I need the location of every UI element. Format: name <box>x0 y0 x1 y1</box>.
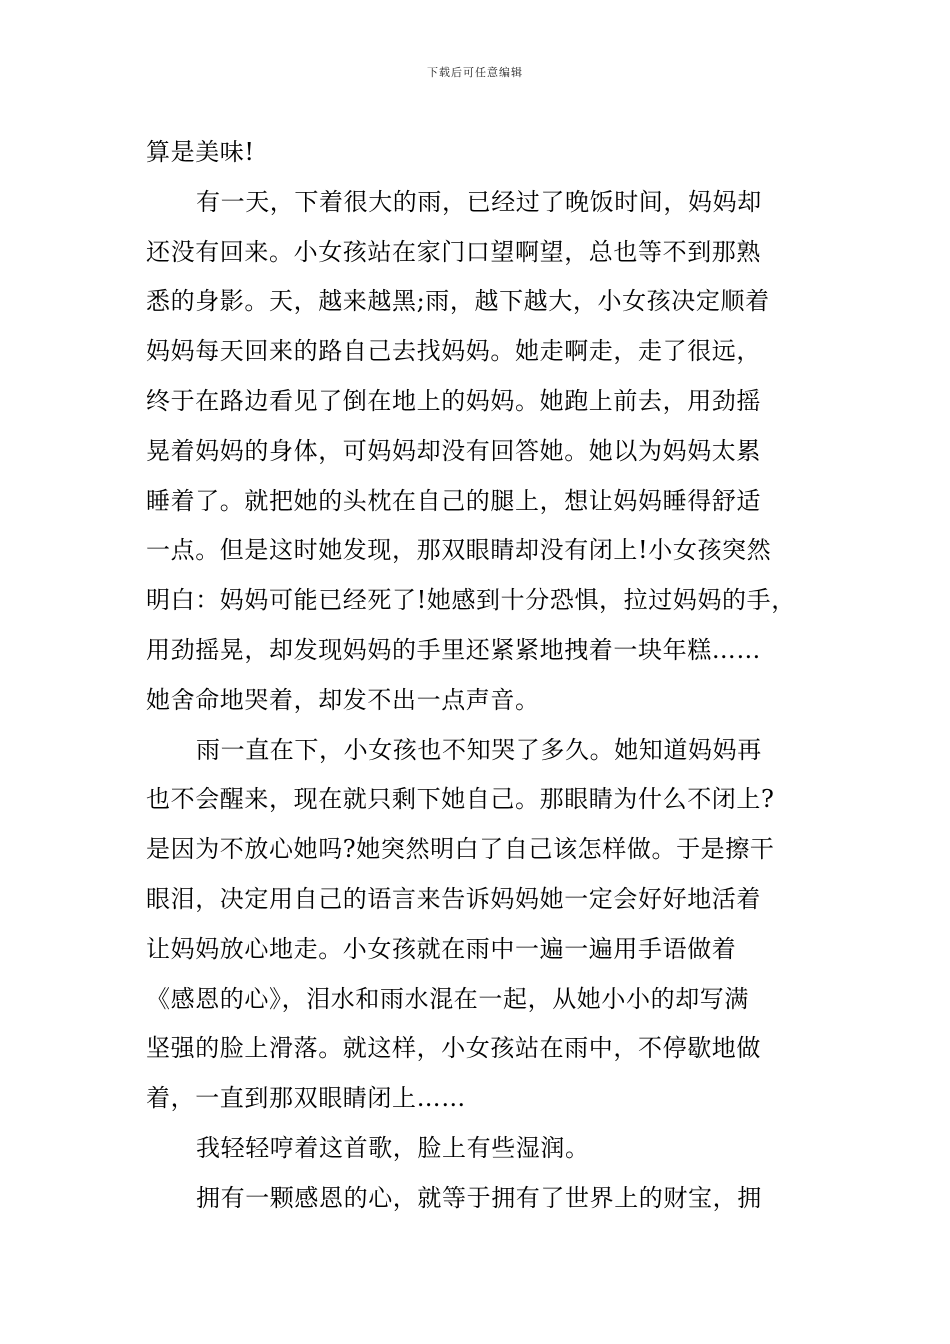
text-line: 睡着了。就把她的头枕在自己的腿上，想让妈妈睡得舒适 <box>146 486 761 515</box>
body-text <box>146 128 806 1224</box>
paragraph-start-line: 雨一直在下，小女孩也不知哭了多久。她知道妈妈再 <box>196 735 762 764</box>
text-line: 终于在路边看见了倒在地上的妈妈。她跑上前去，用劲摇 <box>146 386 761 415</box>
text-line: 让妈妈放心地走。小女孩就在雨中一遍一遍用手语做着 <box>146 934 737 963</box>
text-line: 着，一直到那双眼睛闭上…… <box>146 1084 466 1113</box>
text-line: 是因为不放心她吗?她突然明白了自己该怎样做。于是擦干 <box>146 835 775 864</box>
paragraph-start-line: 有一天，下着很大的雨，已经过了晚饭时间，妈妈却 <box>196 187 762 216</box>
text-line: 用劲摇晃，却发现妈妈的手里还紧紧地拽着一块年糕…… <box>146 635 761 664</box>
text-line: 也不会醒来，现在就只剩下她自己。那眼睛为什么不闭上? <box>146 785 775 814</box>
text-line: 眼泪，决定用自己的语言来告诉妈妈她一定会好好地活着 <box>146 884 761 913</box>
page-header: 下载后可任意编辑 <box>427 66 523 79</box>
paragraph-start-line: 我轻轻哼着这首歌，脸上有些湿润。 <box>196 1133 590 1162</box>
text-line: 妈妈每天回来的路自己去找妈妈。她走啊走，走了很远， <box>146 337 761 366</box>
text-line: 《感恩的心》，泪水和雨水混在一起，从她小小的却写满 <box>146 984 749 1013</box>
paragraph-start-line: 拥有一颗感恩的心，就等于拥有了世界上的财宝，拥 <box>196 1183 762 1212</box>
text-line: 算是美味! <box>146 138 255 166</box>
text-line: 悉的身影。天，越来越黑;雨，越下越大，小女孩决定顺着 <box>146 287 770 316</box>
text-line: 一点。但是这时她发现，那双眼睛却没有闭上!小女孩突然 <box>146 536 772 565</box>
text-line: 还没有回来。小女孩站在家门口望啊望，总也等不到那熟 <box>146 237 761 266</box>
text-line: 明白：妈妈可能已经死了!她感到十分恐惧，拉过妈妈的手， <box>146 586 796 615</box>
text-line: 她舍命地哭着，却发不出一点声音。 <box>146 685 540 714</box>
text-line: 坚强的脸上滑落。就这样，小女孩站在雨中，不停歇地做 <box>146 1034 761 1063</box>
text-line: 晃着妈妈的身体，可妈妈却没有回答她。她以为妈妈太累 <box>146 436 761 465</box>
